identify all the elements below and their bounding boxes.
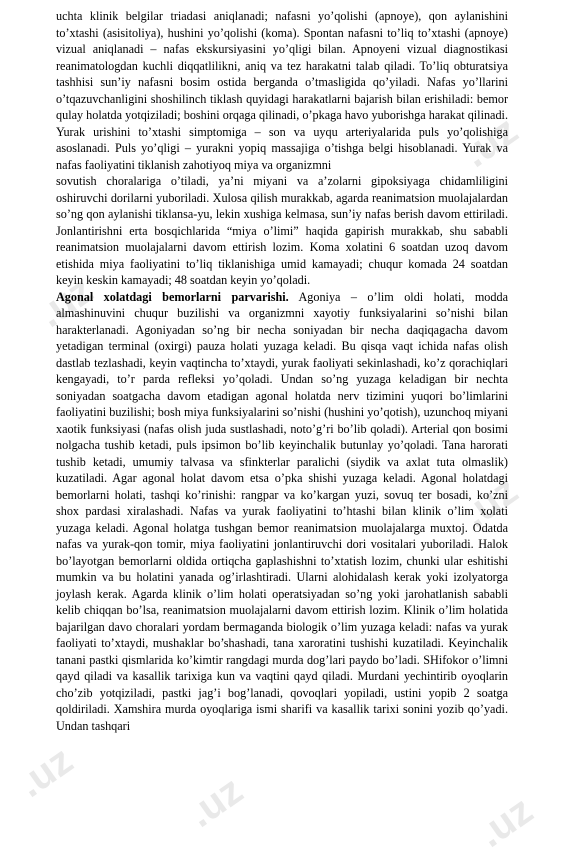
paragraph-text: uchta klinik belgilar triadasi aniqlanadi; nafasni yo’qolishi (apnoye), qon aylanishini to’xtashi (asisitoliya), hushini yo’qolishi (koma). Spontan nafasni to’liq to’xtashi (apnoye) vizual aniqlanadi – nafas ekskursiyasini yo’qligi bilan. Apnoyeni vizual diagnostikasi reanimatologdan kuchli diqqatlilikni, aniq va tez harakatni talab qiladi. To’liq obturatsiya tashhisi sun’iy nafasni bosim ostida berganda o’tmasligida qo’yiladi. Nafas yo’llarini o’tqazuvchanligini shoshilinch tiklash quyidagi harakatlarni bajarish bilan erishiladi: bemor qulay holatda yotqiziladi; boshini orqaga qilinadi, o’pkaga havo yuborishga harakat qilinadi. Yurak urishini to’xtashi simptomiga – son va uyqu arteriyalarida puls yo’qolishiga asoslanadi. Puls yo’qligi – yurakni yopiq massajiga o’tishga belgi hisoblanadi. Yurak va nafas faoliyatini tiklanish zahotiyoq miya va organizmni: [56, 9, 508, 172]
paragraph-text: sovutish choralariga o’tiladi, ya’ni miyani va a’zolarni gipoksiyaga chidamliligini oshiruvchi dorilarni yuboriladi. Xulosa qilish murakkab, agarda reanimatsion muolajalardan so’ng qon aylanishi tiklansa-yu, lekin xushiga kelmasa, sun’iy nafas berish davom ettiriladi. Jonlantirishni erta bosqichlarida “miya o’limi” haqida gapirish murakkab, shu sababli reanimatsion muolajalarni davom ettirish lozim. Koma xolatini 6 soatdan uzoq davom etishida miya faoliyatini to’liq tiklanishiga umid kamayadi; chuqur komada 24 soatdan keyin keskin kamayadi; 48 soatdan keyin yo’qoladi.: [56, 174, 508, 287]
watermark: .uz: [455, 108, 526, 177]
section-heading: Agonal xolatdagi bemorlarni parvarishi.: [56, 289, 289, 304]
paragraph: [56, 289, 508, 735]
paragraph-text: Agoniya – o’lim oldi holati, modda almashinuvini chuqur buzilishi va organizmni xayotiy funksiyalarini so’nishi bilan harakterlanadi. Agoniyadan so’ng bir necha soniyadan bir necha daqiqagacha davom yetadigan terminal (oxirgi) pauza holati yuzaga keladi. Bu qisqa vaqt ichida nafas olish dastlab tezlashadi, keyin vaqtincha to’xtaydi, yurak faoliyati sekinlashadi, ko’z qorachiqlari kengayadi, to’r parda refleksi yo’qoladi. Undan so’ng yuzaga keladigan bir nechta soniyadan soatgacha davom etadigan agonal holatda nerv tizimini yuqori bo’limlarini faoliyatini buzilishi; bosh miya funksiyalarini so’nishi (hushini yo’qotish), uzunchoq miyani xaotik funksiyasi (nafas olish juda sustlashadi, noto’g’ri bo’lib qoladi). Arterial qon bosimi nolgacha tushib ketadi, puls ipsimon bo’lib keyinchalik butunlay yo’qoladi. Tana harorati tushib ketadi, umumiy talvasa va sfinkterlar paralichi (siydik va axlat tuta olmaslik) kuzatiladi. Agar agonal holat davom etsa o’pka shishi yuzaga keladi. Agonal holatdagi bemorlarni holati, tashqi ko’rinishi: rangpar va ko’kargan yuzi, sovuq ter bosadi, ko’zni shox pardasi xiralashadi. Nafas va yurak faoliyatini to’htashi bilan klinik o’lim xolati yuzaga keladi. Agonal holatga tushgan bemor reanimatsion muolajalarga muxtoj. Odatda nafas va yurak-qon tomir, miya faoliyatini jonlantiruvchi dori vositalari yuboriladi. Halok bo’layotgan bemorlarni oldida ortiqcha gaplashishni to’xtatish lozim, chunki ular eshitishi mumkin va bu holatini yanada og’irlashtiradi. Ularni alohidalash kerak yoki izolyatorga joylash kerak. Agarda klinik o’lim holati operatsiyadan so’ng yoki jarohatlanish sababli kelib chiqqan bo’lsa, reanimatsion muolajalarni davom ettirish lozim. Klinik o’lim holatida bajarilgan davo choralari yordam bermaganda biologik o’lim yuzaga keladi: nafas va yurak faoliyati to’xtaydi, mushaklar bo’shashadi, tana xaroratini tushishi kuzatiladi. Keyinchalik tanani pastki qismlarida ko’kimtir rangdagi murda dog’lari paydo bo’ladi. SHifokor o’limni qayd qiladi va kasallik tarixiga kun va vaqtini qayd qiladi. Murdani yechintirib oyoqlarin cho’zib yotqiziladi, pastki jag’i bog’lanadi, qovoqlari yopiladi, ustini yopib 2 soatga qoldiriladi. Xamshira murda oyoqlariga ismi sharifi va kasallik tarixi sonini yozib qo’yadi. Undan tashqari: [56, 289, 508, 733]
watermark: .uz: [30, 268, 101, 337]
watermark: .uz: [470, 788, 541, 857]
paragraph: [56, 8, 508, 173]
watermark: .uz: [455, 468, 526, 537]
watermark: .uz: [180, 768, 251, 837]
body-text: [56, 8, 508, 734]
paragraph: [56, 173, 508, 289]
watermark: .uz: [10, 738, 81, 807]
